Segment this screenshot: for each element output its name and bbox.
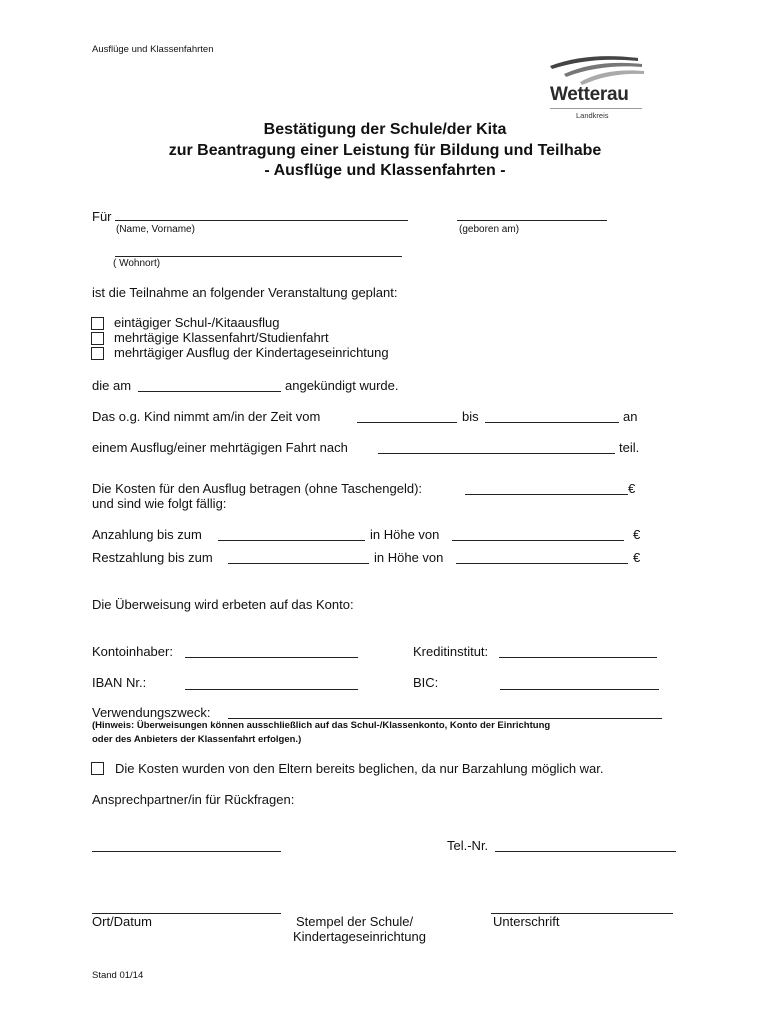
running-header: Ausflüge und Klassenfahrten xyxy=(92,44,214,55)
transfer-hint-line1: (Hinweis: Überweisungen können ausschließlich auf das Schul-/Klassenkonto, Konto der Einrichtung xyxy=(92,720,551,731)
trip-prefix: einem Ausflug/einer mehrtägigen Fahrt nach xyxy=(92,440,348,455)
costs-text-line2: und sind wie folgt fällig: xyxy=(92,496,227,511)
announced-date-field[interactable] xyxy=(138,391,281,392)
bic-label: BIC: xyxy=(413,675,439,690)
phone-label: Tel.-Nr. xyxy=(447,838,489,853)
phone-field[interactable] xyxy=(495,851,676,852)
document-title-line1: Bestätigung der Schule/der Kita xyxy=(263,121,507,138)
option-day-trip-checkbox[interactable] xyxy=(91,317,104,330)
transfer-text: Die Überweisung wird erbeten auf das Konto: xyxy=(92,597,354,612)
contact-label: Ansprechpartner/in für Rückfragen: xyxy=(92,792,295,807)
announced-prefix: die am xyxy=(92,378,132,393)
bank-field[interactable] xyxy=(499,657,657,658)
fuer-label: Für xyxy=(92,209,112,224)
period-an-label: an xyxy=(623,409,638,424)
costs-amount-field[interactable] xyxy=(465,494,628,495)
option-kita-trip-checkbox[interactable] xyxy=(91,347,104,360)
period-bis-label: bis xyxy=(462,409,479,424)
paid-cash-checkbox[interactable] xyxy=(91,762,104,775)
logo-swoosh-icon xyxy=(546,52,646,86)
logo-wordmark: Wetterau xyxy=(550,84,629,105)
period-to-field[interactable] xyxy=(485,422,619,423)
stamp-label-line1: Stempel der Schule/ xyxy=(296,914,414,929)
transfer-hint-line2: oder des Anbieters der Klassenfahrt erfolgen.) xyxy=(92,734,302,745)
birthdate-field[interactable] xyxy=(457,220,607,221)
place-date-label: Ort/Datum xyxy=(92,914,152,929)
contact-name-field[interactable] xyxy=(92,851,281,852)
wetterau-logo xyxy=(546,52,646,122)
bank-label: Kreditinstitut: xyxy=(413,644,489,659)
participation-text: ist die Teilnahme an folgender Veranstaltung geplant: xyxy=(92,285,398,300)
trip-destination-field[interactable] xyxy=(378,453,615,454)
account-holder-label: Kontoinhaber: xyxy=(92,644,173,659)
purpose-field[interactable] xyxy=(228,718,662,719)
document-title-line3: - Ausflüge und Klassenfahrten - xyxy=(264,162,506,179)
rest-date-field[interactable] xyxy=(228,563,369,564)
document-title-line2: zur Beantragung einer Leistung für Bildung und Teilhabe xyxy=(168,142,602,159)
logo-subtitle: Landkreis xyxy=(576,111,609,120)
rest-euro-sign: € xyxy=(633,550,641,565)
residence-hint: ( Wohnort) xyxy=(113,258,161,269)
rest-amount-label: in Höhe von xyxy=(374,550,444,565)
deposit-label: Anzahlung bis zum xyxy=(92,527,202,542)
period-prefix: Das o.g. Kind nimmt am/in der Zeit vom xyxy=(92,409,321,424)
trip-suffix: teil. xyxy=(619,440,640,455)
option-day-trip-label: eintägiger Schul-/Kitaausflug xyxy=(114,315,280,330)
period-from-field[interactable] xyxy=(357,422,457,423)
version-footer: Stand 01/14 xyxy=(92,970,144,981)
residence-field[interactable] xyxy=(115,256,402,257)
bic-field[interactable] xyxy=(500,689,659,690)
option-class-trip-checkbox[interactable] xyxy=(91,332,104,345)
purpose-label: Verwendungszweck: xyxy=(92,705,211,720)
birthdate-hint: (geboren am) xyxy=(459,224,520,235)
name-field[interactable] xyxy=(115,220,408,221)
announced-suffix: angekündigt wurde. xyxy=(285,378,399,393)
option-kita-trip-label: mehrtägiger Ausflug der Kindertageseinrichtung xyxy=(114,345,389,360)
iban-label: IBAN Nr.: xyxy=(92,675,147,690)
iban-field[interactable] xyxy=(185,689,358,690)
name-hint: (Name, Vorname) xyxy=(116,224,195,235)
deposit-euro-sign: € xyxy=(633,527,641,542)
deposit-amount-label: in Höhe von xyxy=(370,527,440,542)
deposit-date-field[interactable] xyxy=(218,540,365,541)
rest-amount-field[interactable] xyxy=(456,563,628,564)
account-holder-field[interactable] xyxy=(185,657,358,658)
stamp-label-line2: Kindertageseinrichtung xyxy=(293,929,426,944)
paid-cash-label: Die Kosten wurden von den Eltern bereits beglichen, da nur Barzahlung möglich war. xyxy=(115,761,604,776)
signature-label: Unterschrift xyxy=(493,914,560,929)
deposit-amount-field[interactable] xyxy=(452,540,624,541)
rest-label: Restzahlung bis zum xyxy=(92,550,213,565)
option-class-trip-label: mehrtägige Klassenfahrt/Studienfahrt xyxy=(114,330,329,345)
costs-euro-sign: € xyxy=(628,481,636,496)
costs-text-line1: Die Kosten für den Ausflug betragen (ohne Taschengeld): xyxy=(92,481,423,496)
